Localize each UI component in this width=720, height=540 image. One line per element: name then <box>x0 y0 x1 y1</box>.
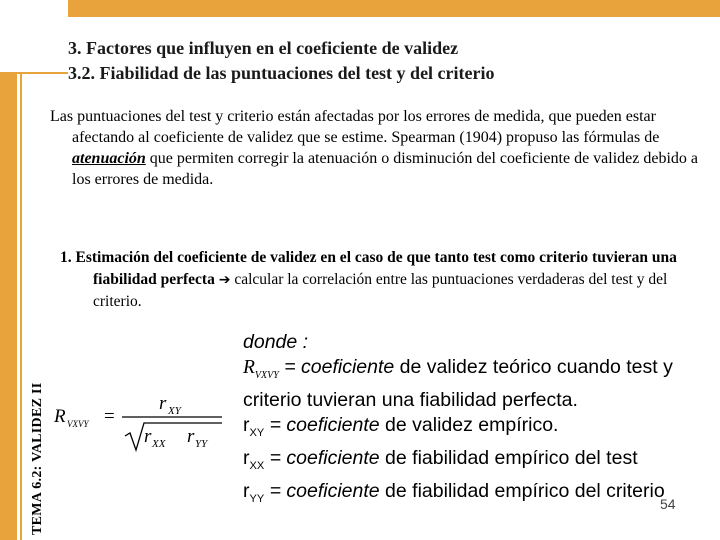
formula-lhs-sub: VXVY <box>67 419 89 429</box>
arrow-icon: ➔ <box>218 272 231 288</box>
intro-text-1: Las puntuaciones del test y criterio están afectadas por los errores de medida, que pueden estar afectando al coeficiente de validez que se estime. Spearman (1904) propuso las fórmulas de <box>50 108 660 146</box>
formula-den-b-sub: YY <box>195 438 208 450</box>
definition-rxy: $r_{XY}$ = coeficiente de validez empírico. <box>243 413 559 439</box>
definition-ryy: $r_{YY}$ = coeficiente de fiabilidad empírico del criterio <box>243 479 665 505</box>
slide-title <box>68 36 495 86</box>
page-number: 54 <box>660 496 676 512</box>
point-1-heading: 1. Estimación del coeficiente de validez en el caso de que tanto test como criterio tuvieran una fiabilidad perfecta <box>60 249 677 288</box>
definitions-list <box>243 330 718 512</box>
title-line-1: 3. Factores que influyen en el coeficiente de validez <box>68 38 459 58</box>
formula-den-b: r <box>187 426 195 447</box>
definitions-heading: donde : <box>243 331 309 353</box>
intro-text-2: que permiten corregir la atenuación o disminución del coeficiente de validez debido a los errores de medida. <box>72 150 699 188</box>
definition-rxx: $r_{XX}$ = coeficiente de fiabilidad empírico del test <box>243 446 638 472</box>
side-accent-bar <box>0 72 17 540</box>
intro-paragraph <box>50 106 715 190</box>
title-line-2: 3.2. Fiabilidad de las puntuaciones del test y del criterio <box>68 63 495 83</box>
top-accent-bar <box>68 0 720 17</box>
formula-numerator: r <box>159 393 167 414</box>
formula-numerator-sub: XY <box>168 405 181 417</box>
sqrt-sign <box>125 423 222 450</box>
attenuation-formula <box>52 390 230 460</box>
formula-lhs: R <box>54 406 66 427</box>
formula-equals: = <box>104 406 115 427</box>
definition-r-true-cont: criterio tuvieran una fiabilidad perfecta. <box>243 388 578 411</box>
point-1-text: calcular la correlación entre las puntuaciones verdaderas del test y del criterio. <box>93 271 668 310</box>
formula-den-a-sub: XX <box>152 438 166 450</box>
keyword-atenuacion: atenuación <box>72 150 146 167</box>
point-1 <box>60 247 700 313</box>
formula-den-a: r <box>144 426 152 447</box>
definition-r-true: $R_{VXVY}$ = coeficiente de validez teórico cuando test y <box>243 356 673 381</box>
side-label: TEMA 6.2: VALIDEZ II <box>30 382 45 535</box>
side-accent-line <box>20 72 22 540</box>
